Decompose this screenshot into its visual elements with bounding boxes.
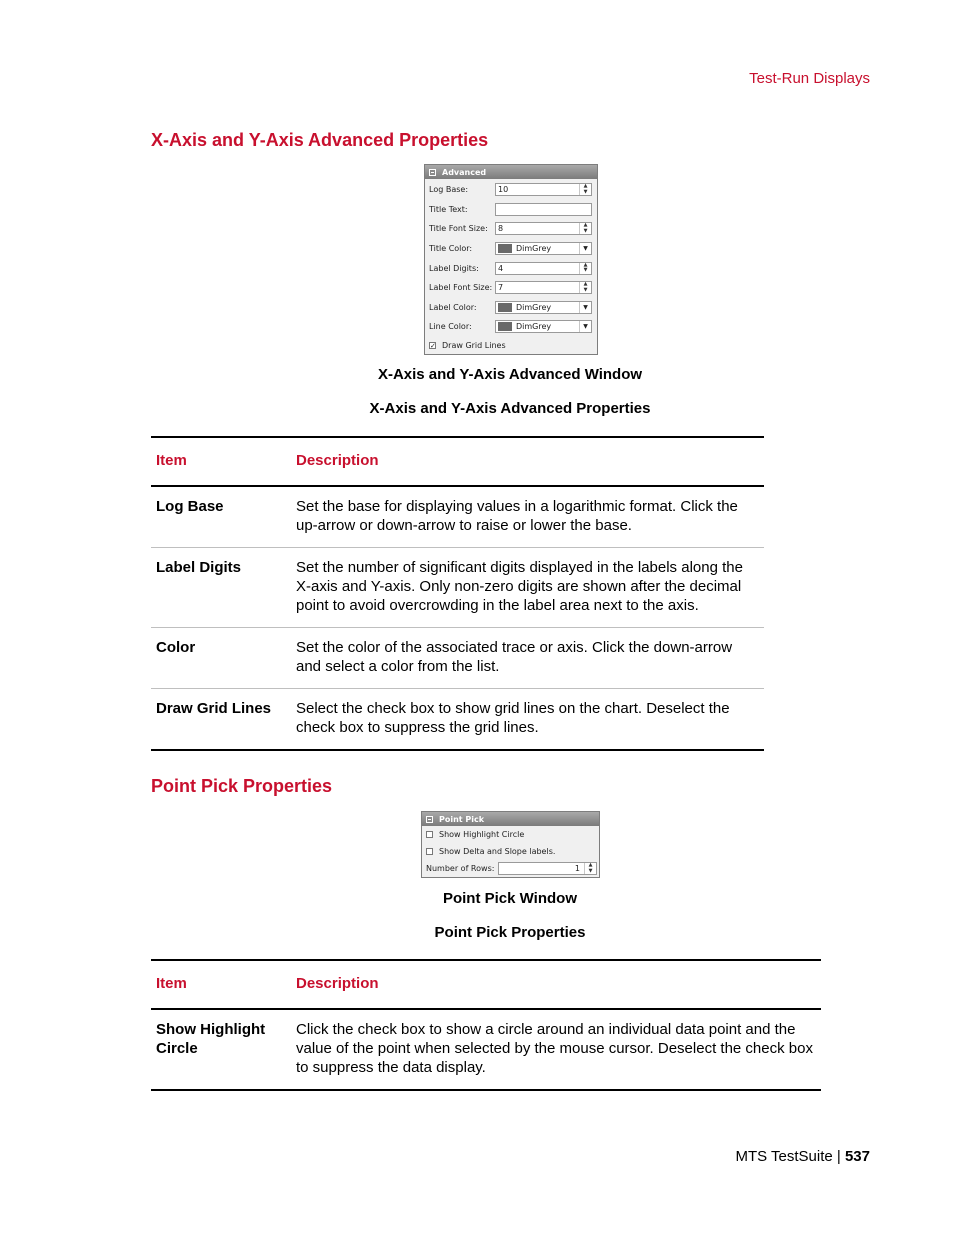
line-color-dropdown[interactable] [495, 320, 592, 333]
log-base-row [425, 180, 597, 200]
color-swatch [498, 244, 512, 253]
spinner-arrows-icon[interactable]: ▲ ▼ [579, 282, 591, 293]
item-cell: Color [151, 628, 291, 689]
log-base-stepper[interactable] [495, 183, 592, 196]
title-text-label: Title Text: [429, 204, 468, 214]
label-color-label: Label Color: [429, 302, 477, 312]
item-cell: Log Base [151, 486, 291, 548]
label-font-size-label: Label Font Size: [429, 283, 493, 293]
panel-header[interactable] [422, 812, 599, 826]
title-font-size-value: 8 [498, 224, 504, 234]
title-text-row [425, 200, 597, 220]
title-color-value: DimGrey [516, 244, 552, 254]
column-header-description: Description [291, 960, 821, 1009]
page-footer [735, 1148, 870, 1165]
number-of-rows-value: 1 [574, 864, 580, 873]
running-head: Test-Run Displays [749, 70, 870, 87]
draw-grid-lines-label: Draw Grid Lines [442, 340, 506, 350]
page-number: 537 [844, 1148, 870, 1165]
section-title-point-pick: Point Pick Properties [151, 776, 333, 796]
draw-grid-lines-row [425, 337, 597, 354]
title-color-label: Title Color: [429, 244, 473, 254]
spinner-arrows-icon[interactable]: ▲ ▼ [579, 263, 591, 274]
number-of-rows-label: Number of Rows: [426, 864, 495, 873]
point-pick-properties-table [151, 959, 821, 1091]
table-row [151, 689, 764, 751]
draw-grid-lines-checkbox[interactable]: ✓ [430, 341, 436, 350]
label-digits-stepper[interactable] [495, 262, 592, 275]
label-digits-label: Label Digits: [429, 263, 479, 273]
label-color-row [425, 298, 597, 318]
table-header-row [151, 437, 764, 486]
show-highlight-circle-row [422, 826, 599, 843]
table-row [151, 1009, 821, 1090]
item-cell: Label Digits [151, 548, 291, 628]
line-color-row [425, 317, 597, 337]
label-digits-row [425, 258, 597, 278]
footer-separator: | [836, 1148, 841, 1165]
color-swatch [498, 322, 512, 331]
title-font-size-row [425, 219, 597, 239]
log-base-label: Log Base: [429, 185, 469, 195]
spinner-arrows-icon[interactable]: ▲ ▼ [584, 863, 596, 874]
color-swatch [498, 303, 512, 312]
panel-header[interactable] [425, 165, 597, 179]
number-of-rows-row [422, 860, 599, 877]
figure-caption-point-pick: Point Pick Window [442, 890, 578, 907]
spinner-arrows-icon[interactable]: ▲ ▼ [579, 223, 591, 234]
figure-caption-advanced: X-Axis and Y-Axis Advanced Window [377, 366, 643, 383]
line-color-label: Line Color: [429, 322, 472, 332]
label-color-value: DimGrey [516, 302, 552, 312]
label-digits-value: 4 [498, 263, 504, 273]
column-header-item: Item [151, 960, 291, 1009]
title-text-input[interactable] [495, 203, 592, 216]
label-font-size-stepper[interactable] [495, 281, 592, 294]
label-font-size-row [425, 278, 597, 298]
dropdown-arrow-icon[interactable]: ▼ [579, 243, 591, 254]
table-caption-point-pick: Point Pick Properties [434, 924, 586, 941]
show-delta-slope-checkbox[interactable] [426, 848, 433, 855]
point-pick-window [421, 811, 600, 878]
table-header-row [151, 960, 821, 1009]
title-color-row [425, 239, 597, 259]
advanced-properties-table [151, 436, 764, 751]
table-row [151, 548, 764, 628]
column-header-description: Description [291, 437, 764, 486]
show-delta-slope-row [422, 843, 599, 860]
title-color-dropdown[interactable] [495, 242, 592, 255]
description-cell: Set the base for displaying values in a logarithmic format. Click the up-arrow or down-arrow to raise or lower the base. [291, 486, 764, 548]
log-base-value: 10 [498, 185, 509, 195]
label-font-size-value: 7 [498, 283, 504, 293]
collapse-icon[interactable] [429, 169, 436, 176]
description-cell: Click the check box to show a circle around an individual data point and the value of the point when selected by the mouse cursor. Deselect the check box to suppress the data display. [291, 1009, 821, 1090]
title-font-size-stepper[interactable] [495, 222, 592, 235]
column-header-item: Item [151, 437, 291, 486]
spinner-arrows-icon[interactable]: ▲ ▼ [579, 184, 591, 195]
footer-product: MTS TestSuite [735, 1148, 833, 1165]
description-cell: Set the color of the associated trace or axis. Click the down-arrow and select a color from the list. [291, 628, 764, 689]
panel-header-label: Point Pick [439, 814, 485, 824]
description-cell: Select the check box to show grid lines on the chart. Deselect the check box to suppress the grid lines. [291, 689, 764, 751]
title-font-size-label: Title Font Size: [429, 224, 488, 234]
dropdown-arrow-icon[interactable]: ▼ [579, 321, 591, 332]
table-row [151, 628, 764, 689]
show-highlight-circle-checkbox[interactable] [426, 831, 433, 838]
label-color-dropdown[interactable] [495, 301, 592, 314]
dropdown-arrow-icon[interactable]: ▼ [579, 302, 591, 313]
panel-header-label: Advanced [442, 167, 487, 177]
item-cell: Draw Grid Lines [151, 689, 291, 751]
advanced-properties-window [424, 164, 598, 355]
line-color-value: DimGrey [516, 322, 552, 332]
number-of-rows-stepper[interactable] [498, 862, 597, 875]
item-cell: Show Highlight Circle [151, 1009, 291, 1090]
show-delta-slope-label: Show Delta and Slope labels. [439, 847, 556, 856]
table-row [151, 486, 764, 548]
show-highlight-circle-label: Show Highlight Circle [439, 830, 525, 839]
description-cell: Set the number of significant digits displayed in the labels along the X-axis and Y-axis. Only non-zero digits are shown after the decimal point to avoid overcrowding in the label area next to the axis. [291, 548, 764, 628]
section-title-axis-advanced: X-Axis and Y-Axis Advanced Properties [151, 130, 489, 150]
collapse-icon[interactable] [426, 816, 433, 823]
table-caption-advanced: X-Axis and Y-Axis Advanced Properties [369, 400, 651, 417]
